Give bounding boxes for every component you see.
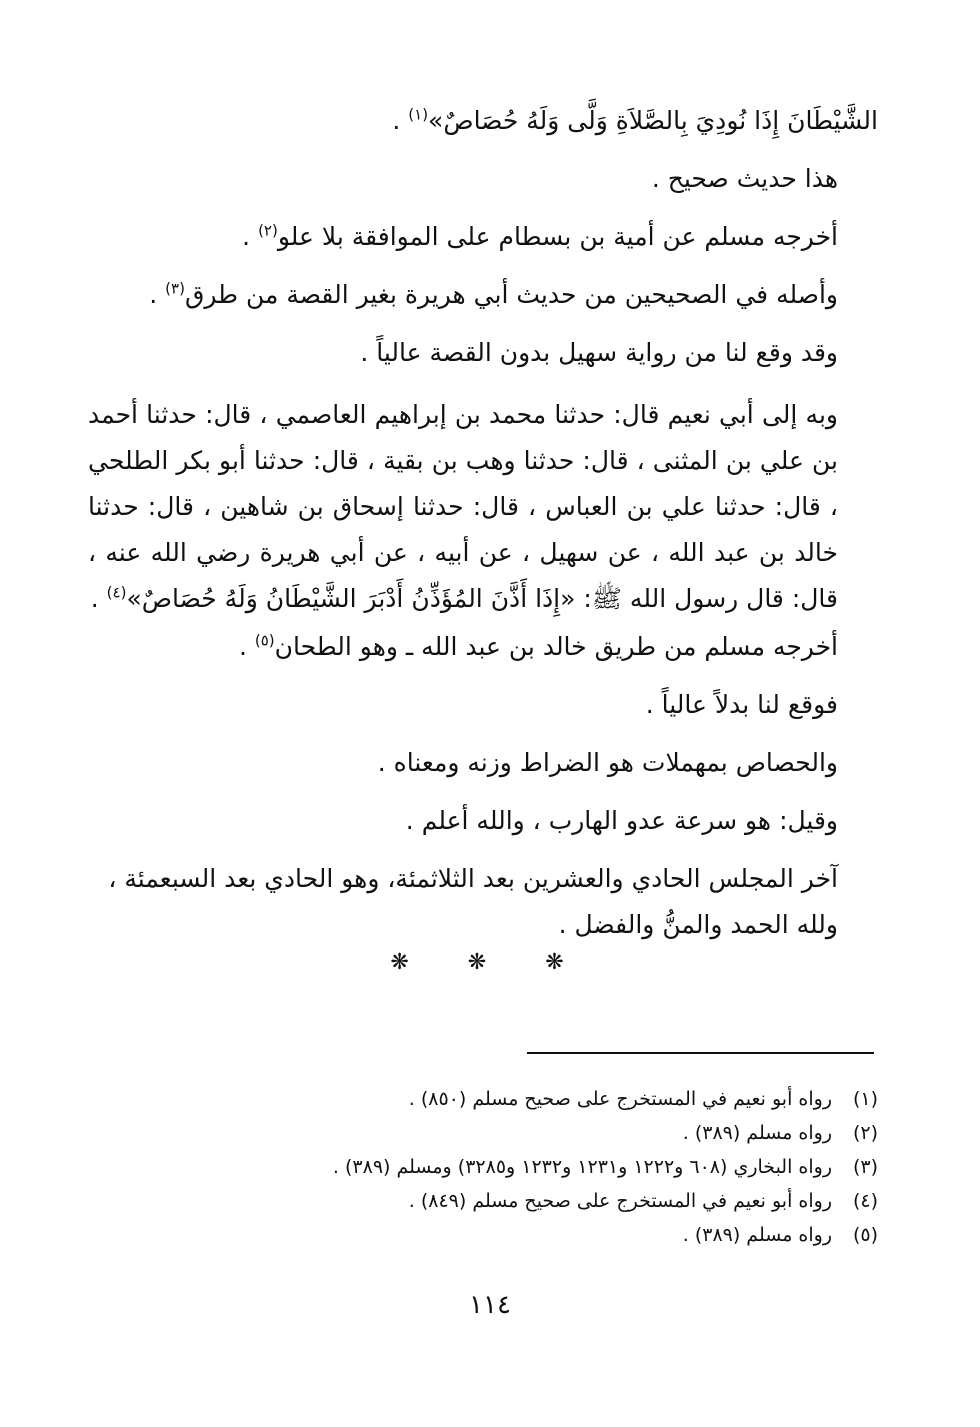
footnote-number: (٣) xyxy=(852,1156,878,1178)
footnote-text: رواه البخاري (٦٠٨ و١٢٢٢ و١٢٣١ و١٢٣٢ و٣٢٨٥) ومسلم (٣٨٩) . xyxy=(332,1156,832,1178)
section-separator: ❋ ❋ ❋ xyxy=(390,950,590,975)
punctuation: . xyxy=(238,632,255,661)
para-tahhan-text: أخرجه مسلم من طريق خالد بن عبد الله ـ وهو الطحان xyxy=(274,632,838,661)
para-waqa: وقد وقع لنا من رواية سهيل بدون القصة عالياً . xyxy=(360,338,838,367)
footnote-item xyxy=(88,1184,878,1218)
line-continuation xyxy=(88,92,878,150)
para-isnad-text: وبه إلى أبي نعيم قال: حدثنا محمد بن إبراهيم العاصمي ، قال: حدثنا أحمد بن علي بن المثنى ، قال: حدثنا وهب بن بقية ، قال: حدثنا أبو بكر الطلحي ، قال: حدثنا علي بن العباس ، قال: حدثنا إسحاق بن شاهين ، قال: حدثنا خالد بن عبد الله ، عن سهيل ، عن أبيه ، عن أبي هريرة رضي الله عنه ، قال: قال رسول الله ﷺ: «إِذَا أَذَّنَ المُؤَذِّنُ أَدْبَرَ الشَّيْطَانُ وَلَهُ حُصَاصٌ» xyxy=(88,400,838,613)
footnote-number: (٥) xyxy=(852,1224,878,1246)
footnote-text: رواه أبو نعيم في المستخرج على صحيح مسلم (٨٤٩) . xyxy=(408,1190,832,1212)
footnote-ref-1[interactable]: (١) xyxy=(408,105,429,124)
footnote-item xyxy=(88,1082,878,1116)
footnote-ref-2[interactable]: (٢) xyxy=(258,221,278,240)
footnote-item xyxy=(88,1150,878,1184)
isnad-block xyxy=(88,392,878,622)
footnote-divider xyxy=(527,1052,874,1054)
para-akhir: آخر المجلس الحادي والعشرين بعد الثلاثمئة، وهو الحادي بعد السبعمئة ، ولله الحمد والمنُّ والفضل . xyxy=(108,864,838,939)
footnote-text: رواه مسلم (٣٨٩) . xyxy=(682,1224,832,1246)
para-muslim-text: أخرجه مسلم عن أمية بن بسطام على الموافقة بلا علو xyxy=(277,222,838,251)
para-sahihayn-text: وأصله في الصحيحين من حديث أبي هريرة بغير القصة من طرق xyxy=(184,280,838,309)
footnote-ref-3[interactable]: (٣) xyxy=(165,279,185,298)
punctuation: . xyxy=(149,280,166,309)
hadith-end-text: الشَّيْطَانَ إِذَا نُودِيَ بِالصَّلاَةِ وَلَّى وَلَهُ حُصَاصٌ» xyxy=(428,106,878,135)
punctuation: . xyxy=(90,584,107,613)
page-number: ١١٤ xyxy=(469,1290,511,1320)
para-hadith-sahih: هذا حديث صحيح . xyxy=(651,164,838,193)
para-qila: وقيل: هو سرعة عدو الهارب ، والله أعلم . xyxy=(405,806,838,835)
para-tahhan xyxy=(88,618,878,676)
footnotes xyxy=(88,1082,878,1252)
para-muslim xyxy=(88,208,878,266)
footnote-text: رواه أبو نعيم في المستخرج على صحيح مسلم (٨٥٠) . xyxy=(408,1088,832,1110)
para-hussas: والحصاص بمهملات هو الضراط وزنه ومعناه . xyxy=(377,748,838,777)
footnote-ref-4[interactable]: (٤) xyxy=(106,583,127,602)
footnote-ref-5[interactable]: (٥) xyxy=(254,631,275,650)
footnote-number: (١) xyxy=(852,1088,878,1110)
footnote-item xyxy=(88,1116,878,1150)
para-badal: فوقع لنا بدلاً عالياً . xyxy=(645,690,838,719)
para-sahihayn xyxy=(88,266,878,324)
main-text xyxy=(88,92,878,382)
footnote-number: (٢) xyxy=(852,1122,878,1144)
para-isnad xyxy=(88,392,878,622)
footnote-item xyxy=(88,1218,878,1252)
footnote-number: (٤) xyxy=(852,1190,878,1212)
punctuation: . xyxy=(242,222,259,251)
footnote-text: رواه مسلم (٣٨٩) . xyxy=(682,1122,832,1144)
punctuation: . xyxy=(392,106,409,135)
closing-text xyxy=(88,618,878,948)
